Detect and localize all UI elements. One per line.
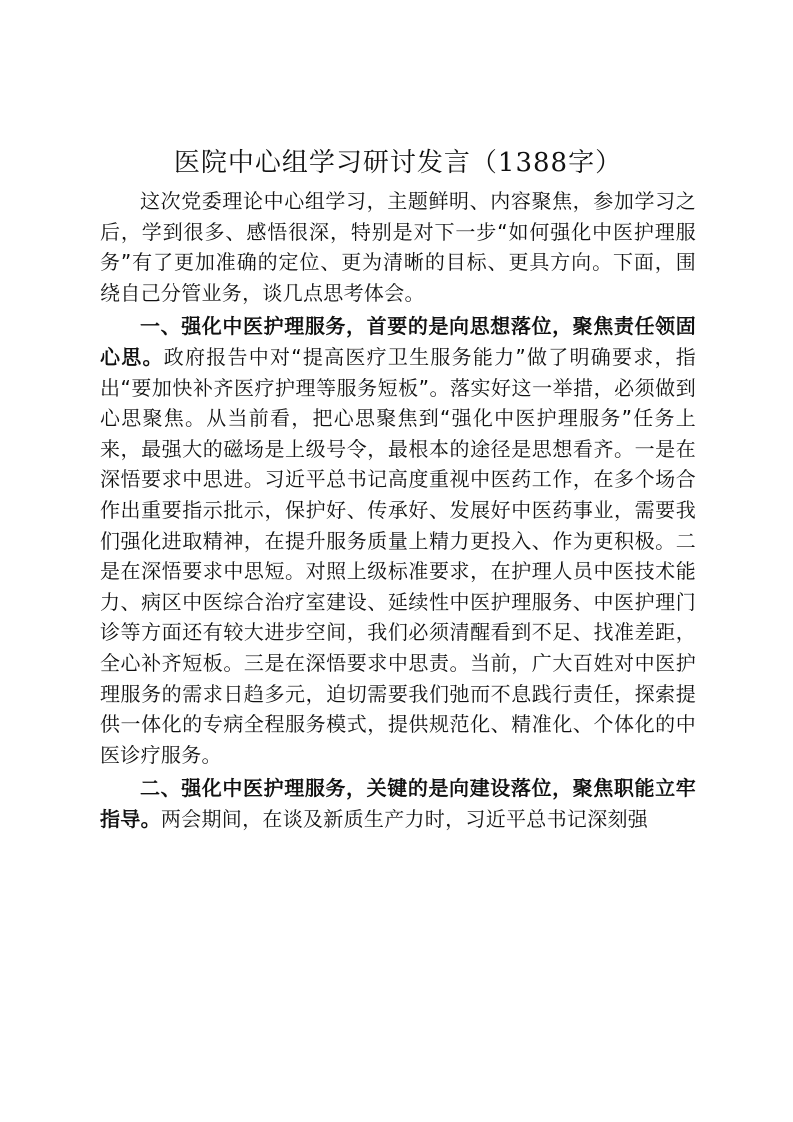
section-2-text: 两会期间，在谈及新质生产力时，习近平总书记深刻强 — [160, 806, 649, 831]
document-page — [100, 140, 696, 834]
section-1-heading: 一、强化中医护理服务，首要的是向思想落位，聚焦责任领固心思。 — [100, 314, 696, 369]
section-2-heading: 二、强化中医护理服务，关键的是向建设落位，聚焦职能立牢指导。 — [100, 776, 696, 831]
paragraph-intro — [100, 186, 696, 308]
paragraph-section-1 — [100, 311, 696, 770]
paragraph-section-2 — [100, 773, 696, 834]
document-title: 医院中心组学习研讨发言（1388字） — [173, 148, 623, 178]
paragraph-intro-text: 这次党委理论中心组学习，主题鲜明、内容聚焦，参加学习之后，学到很多、感悟很深，特别是对下一步“如何强化中医护理服务”有了更加准确的定位、更为清晰的目标、更具方向。下面，围绕自己分管业务，谈几点思考体会。 — [100, 189, 696, 305]
section-1-text: 政府报告中对“提高医疗卫生服务能力”做了明确要求，指出“要加快补齐医疗护理等服务短板”。落实好这一举措，必须做到心思聚焦。从当前看，把心思聚焦到“强化中医护理服务”任务上来，最强大的磁场是上级号令，最根本的途径是思想看齐。一是在深悟要求中思进。习近平总书记高度重视中医药工作，在多个场合作出重要指示批示，保护好、传承好、发展好中医药事业，需要我们强化进取精神，在提升服务质量上精力更投入、作为更积极。二是在深悟要求中思短。对照上级标准要求，在护理人员中医技术能力、病区中医综合治疗室建设、延续性中医护理服务、中医护理门诊等方面还有较大进步空间，我们必须清醒看到不足、找准差距，全心补齐短板。三是在深悟要求中思责。当前，广大百姓对中医护理服务的需求日趋多元，迫切需要我们弛而不息践行责任，探索提供一体化的专病全程服务模式，提供规范化、精准化、个体化的中医诊疗服务。 — [100, 344, 696, 767]
